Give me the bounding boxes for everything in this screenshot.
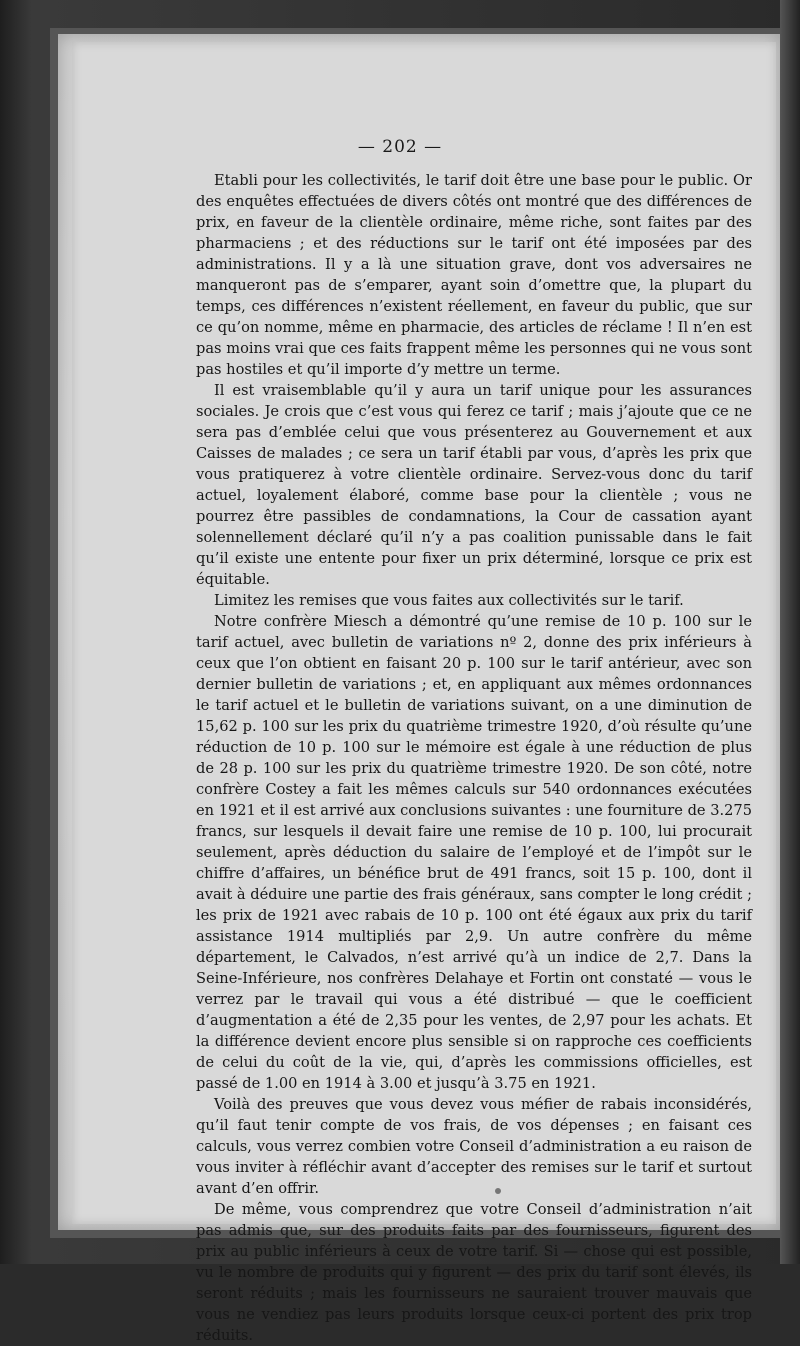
paragraph: Etabli pour les collectivités, le tarif doit être une base pour le public. Or des enquêtes effectuées de divers côtés ont montré que des différences de prix, en faveur de la clientèle ordinaire, même riche, sont faites par des pharmaciens ; et des réductions sur le tarif ont été imposées par des administrations. Il y a là une situation grave, dont vos adversaires ne manqueront pas de s’emparer, ayant soin d’omettre que, la plupart du temps, ces différences n’existent réellement, en faveur du public, que sur ce qu’on nomme, même en pharmacie, des articles de réclame ! Il n’en est pas moins vrai que ces faits frappent même les personnes qui ne vous sont pas hostiles et qu’il importe d’y mettre un terme. — [196, 172, 752, 378]
book-edge — [780, 0, 800, 1264]
body-text — [196, 170, 752, 1346]
page-number: — 202 — — [357, 137, 443, 157]
paragraph: Limitez les remises que vous faites aux collectivités sur le tarif. — [214, 592, 684, 609]
paragraph: Il est vraisemblable qu’il y aura un tarif unique pour les assurances sociales. Je crois que c’est vous qui ferez ce tarif ; mais j’ajoute que ce ne sera pas d’emblée celui que vous présenterez au Gouvernement et aux Caisses de malades ; ce sera un tarif établi par vous, d’après les prix que vous pratiquerez à votre clientèle ordinaire. Servez-vous donc du tarif actuel, loyalement élaboré, comme base pour la clientèle ; vous ne pourrez être passibles de condamnations, la Cour de cassation ayant solennellement déclaré qu’il n’y a pas coalition punissable dans le fait qu’il existe une entente pour fixer un prix déterminé, lorsque ce prix est équitable. — [196, 382, 752, 588]
ink-spot — [495, 1188, 501, 1194]
paragraph: De même, vous comprendrez que votre Conseil d’administration n’ait pas admis que, sur des produits faits par des fournisseurs, figurent des prix au public inférieurs à ceux de votre tarif. Si — chose qui est possible, vu le nombre de produits qui y figurent — des prix du tarif sont élevés, ils seront réduits ; mais les fournisseurs ne sauraient trouver mauvais que vous ne vendiez pas leurs produits lorsque ceux-ci portent des prix trop réduits. — [196, 1201, 752, 1344]
paragraph: Notre confrère Miesch a démontré qu’une remise de 10 p. 100 sur le tarif actuel, avec bulletin de variations nº 2, donne des prix inférieurs à ceux que l’on obtient en faisant 20 p. 100 sur le tarif antérieur, avec son dernier bulletin de variations ; et, en appliquant aux mêmes ordonnances le tarif actuel et le bulletin de variations suivant, on a une diminution de 15,62 p. 100 sur les prix du quatrième trimestre 1920, d’où résulte qu’une réduction de 10 p. 100 sur le mémoire est égale à une réduction de plus de 28 p. 100 sur les prix du quatrième trimestre 1920. De son côté, notre confrère Costey a fait les mêmes calculs sur 540 ordonnances exécutées en 1921 et il est arrivé aux conclusions suivantes : une fourniture de 3.275 francs, sur lesquels il devait faire une remise de 10 p. 100, lui procurait seulement, après déduction du salaire de l’employé et de l’impôt sur le chiffre d’affaires, un bénéfice brut de 491 francs, soit 15 p. 100, dont il avait à déduire une partie des frais généraux, sans compter le long crédit ; les prix de 1921 avec rabais de 10 p. 100 ont été égaux aux prix du tarif assistance 1914 multipliés par 2,9. Un autre confrère du même département, le Calvados, n’est arrivé qu’à un indice de 2,7. Dans la Seine-Inférieure, nos confrères Delahaye et Fortin ont constaté — vous le verrez par le travail qui vous a été distribué — que le coefficient d’augmentation a été de 2,35 pour les ventes, de 2,97 pour les achats. Et la différence devient encore plus sensible si on rapproche ces coefficients de celui du coût de la vie, qui, d’après les commissions officielles, est passé de 1.00 en 1914 à 3.00 et jusqu’à 3.75 en 1921. — [196, 613, 752, 1092]
paragraph: Voilà des preuves que vous devez vous méfier de rabais inconsidérés, qu’il faut tenir compte de vos frais, de vos dépenses ; en faisant ces calculs, vous verrez combien votre Conseil d’administration a eu raison de vous inviter à réfléchir avant d’accepter des remises sur le tarif et surtout avant d’en offrir. — [196, 1096, 752, 1197]
